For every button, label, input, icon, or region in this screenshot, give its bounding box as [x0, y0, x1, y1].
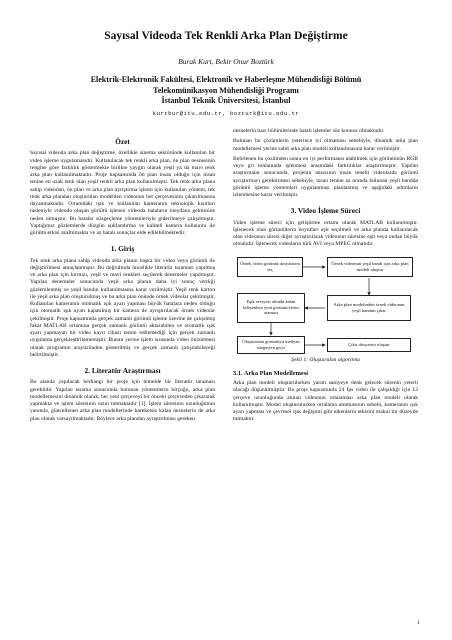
- affiliation-line: Elektrik-Elektronik Fakültesi, Elektronik ve Haberleşme Mühendisliği Bölümü: [90, 75, 362, 84]
- affiliation-line: Telekomünikasyon Mühendisliği Programı: [153, 85, 299, 95]
- subsection-heading-bg-model: 3.1. Arka Plan Modellemesi: [233, 369, 309, 377]
- page-number: 1: [417, 620, 420, 626]
- flowchart-step-subtract: Arka plan modelinden örnek videonun yeşil bandını çıkar: [327, 295, 411, 321]
- abstract: [30, 150, 215, 237]
- affiliation: [0, 75, 452, 107]
- flowchart-step-output: Çıktı dosyasını oluştur: [327, 338, 411, 352]
- abstract-heading: Özet: [115, 137, 130, 146]
- video-process-paragraph: Video işleme süreci için geliştirme ortamı olarak MATLAB kullanılmıştır. İşlenecek olan görüntülerin boyutları eşit seçilmeli ve arka planda kullanılacak olan videonun süresi diğer ayrıştırılacak videonun süresine eşit veya ondan büyük olmalıdır. İşlenecek videoların türü AVI veya MPEG olmalıdır.: [233, 219, 418, 248]
- section-heading-video-process: 3. Video İşleme Süreci: [290, 206, 361, 216]
- flowchart-step-median: Oluşturulan görüntüyü medyan süzgeçten geçir: [237, 336, 305, 354]
- author-emails: kurtbur@itu.edu.tr, bozturk@itu.edu.tr: [152, 110, 300, 117]
- flowchart-step-select: Örnek video görüntü dosyalarını seç: [237, 257, 303, 277]
- flowchart-step-model: Örnek videonun yeşil bandı için arka plan modeli oluştur: [327, 257, 413, 277]
- flowchart-step-threshold: Eşik seviyesi altında kalan bileşenlere yeni görüntü/video ataması: [237, 293, 305, 323]
- section-heading-literature: 2. Literatür Araştırması: [84, 366, 161, 375]
- algorithm-flowchart: [233, 255, 418, 355]
- figure-caption: Şekil 1: Oluşturulan algoritma: [291, 356, 360, 363]
- abstract-text: Sayısal videoda arka plan değiştirme, özellikle sinema sektöründe kullanılan bir video işleme uygulamasıdır. Kullanılacak tek renkli arka plan, ön plan nesnesinin rengine göre farklılık göstermekle birlikte yaygın olarak yeşil ya da mavi renk arka plan kullanılmaktadır. Proje kapsamında ön plan insan olduğu için insan tenine en uzak renk olan yeşil renkli arka plan kullanılmıştır. Tek renk arka plana sahip videodan, ön plan ve arka plan ayrıştırma işlemi için kullanılan yöntem, tek renk arka plandan oluşturulan modelden videonun her çerçevesinin çıkarılmasına dayanmaktadır. Ortamdaki ışık ve kullanılan kameranın teknolojik kısıtları nedeniyle videoda oluşan gürültü işlenen videoda hataların meydana gelmesine neden olmuştur. Bu hatalar süzgeçleme yöntemleriyle giderilmeye çalışılmıştır. Yaptığımız gözlemlerde düzgün ışıklandırma ve kaliteli kamera kullanımı ile gürültü etkisi azaltılmakta ve az hatalı sonuçlar elde edilebilmektedir.: [30, 150, 215, 236]
- intro-paragraph: Tek renk arka plana sahip videoda arka planın başka bir video veya görüntü ile değiştirilmesi amaçlanmıştır. Bu doğrultuda öncelikle literatür taraması yapılmış ve arka plan için kırmızı, yeşil ve mavi renkleri seçilerek denemeler yapılmıştır. Yapılan denemeler sonucunda yeşil arka planın daha iyi sonuç verdiği gözlemlenmiş ve yeşil bandın kullanılmasına karar verilmiştir. Yeşil renk karton ile yeşil arka plan oluşturulmuş ve bu arka plan önünde örnek videolar çekilmiştir. Kullanılan kameranın otomatik ışık ayarı yapması büyük hatalara neden olduğu için otomatik ışık ayarı kapatılmış bir kamera ile ayrıştırılacak örnek videolar çekilmiştir. Proje kapsamında gerçek zamanlı görüntü işleme üzerine de çalışılmış fakat MATLAB ortamına gerçek zamanlı görüntü aktarabilen ve otomatik ışık ayarı yapmayan bir video kayıt cihazı temin edilemediği için gerçek zamanlı uygulama gerçekleştirilememiştir. Bunun yerine işlem sırasında video önizlemesi olarak programın arayüzünden gösterilmiş ve gerçek zamanlı çalışılabileceği belirtilmiştir.: [30, 257, 215, 358]
- literature-paragraph-3: Belirlenen bu çözümden sonra en iyi performansı alabilmek için görüntünün RGB veya gri tonlamada işlenmesi arasındaki farklılıklar araştırılmıştır. Yapılan araştırmalar sonucunda, projenin amacının insan tenelli videolarda görüntü ayrıştırmayı gerektirmesi sebebiyle, insan tenine az oranda bulunan yeşil bandda görüntü işleme yöntemleri uygulanması planlanmış ve aşağıdaki adımların izlenmesine karar verilmiştir.: [233, 155, 418, 198]
- right-column: [233, 128, 418, 427]
- literature-paragraph: Bu alanda yapılacak herhangi bir proje için temelde bir literatür taraması gereklidir. Yapılan tarama sonucunda bulunan yöntemlerin birçoğu, arka plan modellemesini dinamik olarak, her yeni çerçeveyi bir önceki çerçeveden çıkararak yapmakta ve işlem süresinin uzun tutmaktadır [1]. İşlem süresinin uzunluğunun yanında, güncellenen arka plan modellerinde hareketsiz kalan nesnelerin de arka plan olarak varsayılmaktadır. Böylece arka plandan ayrıştırılması gereken: [30, 379, 215, 422]
- affiliation-line: İstanbul Teknik Üniversitesi, İstanbul: [161, 96, 291, 105]
- paper-title: Sayısal Videoda Tek Renkli Arka Plan Değiştirme: [104, 30, 348, 42]
- paper-authors: Burak Kurt, Bekir Onur Boztürk: [178, 57, 274, 66]
- bg-model-paragraph: Arka plan modeli oluşturulurken yarım saniyeye denk gelecek sürenin yeterli olacağı düşünülmüştür. Bu proje kapsamında 24 fps video ile çalışıldığı için 12 çerçeve uzunluğunda alınan videonun ortalaması arka plan modeli olarak kullanılmıştır. Model oluşturulurken ortalama alınmasının sebebi, kameranın ışık ayarı yapması ve çevresel ışık değişimi gibi etkenlerin etkisini makul bir düzeyde tutmaktır.: [233, 380, 418, 423]
- literature-paragraph-2: Bulunan bu çözümlerin yeterince iyi olmaması sebebiyle, dinamik arka plan modellemesi yerine sabit arka plan modeli kullanılmasına karar verilmiştir.: [233, 138, 418, 152]
- literature-paragraph-cont: nesnelerin bazı bölümlerinde hatalı işlemler söz konusu olmaktadır.: [233, 128, 385, 134]
- left-column: [30, 130, 215, 426]
- section-heading-intro: 1. Giriş: [110, 244, 135, 254]
